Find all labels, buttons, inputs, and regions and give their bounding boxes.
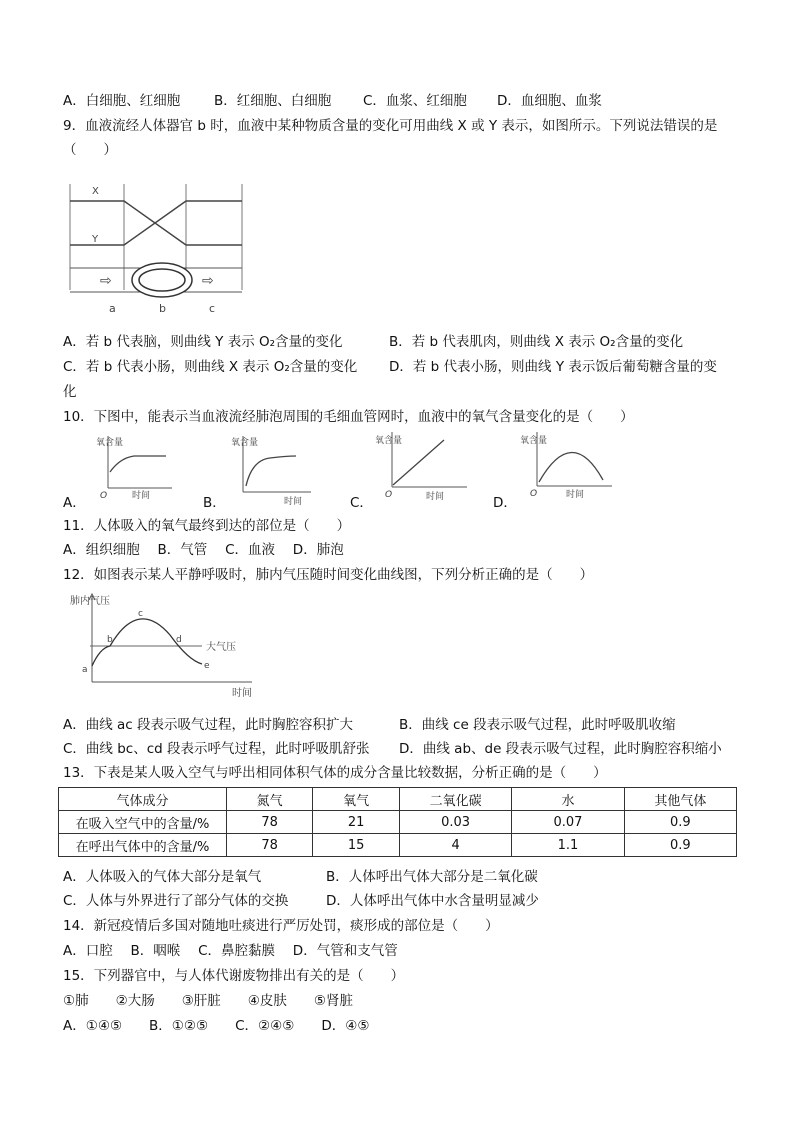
q9-label-a: a bbox=[109, 302, 116, 315]
svg-text:O: O bbox=[385, 490, 393, 500]
q12-stem: 12．如图表示某人平静呼吸时，肺内气压随时间变化曲线图，下列分析正确的是（ ） bbox=[63, 567, 594, 583]
q10-graph-d bbox=[517, 430, 615, 502]
svg-text:氧含量: 氧含量 bbox=[520, 436, 548, 446]
svg-text:a: a bbox=[82, 665, 88, 675]
q11-stem: 11．人体吸入的氧气最终到达的部位是（ ） bbox=[63, 518, 351, 534]
q10-letter-c: C． bbox=[350, 495, 373, 511]
q15-items: ①肺 ②大肠 ③肝脏 ④皮肤 ⑤肾脏 bbox=[63, 993, 354, 1009]
svg-text:氧含量: 氧含量 bbox=[96, 438, 124, 448]
q13-option-c: C．人体与外界进行了部分气体的交换 bbox=[63, 893, 289, 909]
q14-options: A．口腔 B．咽喉 C．鼻腔黏膜 D．气管和支气管 bbox=[63, 943, 398, 959]
q13-stem: 13．下表是某人吸入空气与呼出相同体积气体的成分含量比较数据，分析正确的是（ ） bbox=[63, 765, 607, 781]
q9-arrow-out: ⇨ bbox=[202, 273, 214, 289]
q13-option-a: A．人体吸入的气体大部分是氧气 bbox=[63, 869, 262, 885]
svg-text:时间: 时间 bbox=[232, 688, 252, 699]
q9-option-d: D．若 b 代表小肠，则曲线 Y 表示饭后葡萄糖含量的变 bbox=[389, 359, 717, 375]
q9-option-d-cont: 化 bbox=[63, 384, 77, 400]
q10-graph-b bbox=[226, 434, 316, 506]
q12-option-c: C．曲线 bc、cd 段表示呼气过程，此时呼吸肌舒张 bbox=[63, 741, 370, 757]
q10-graph-c bbox=[372, 430, 470, 502]
svg-text:氧含量: 氧含量 bbox=[375, 436, 403, 446]
svg-text:b: b bbox=[107, 635, 113, 645]
q10-graph-a bbox=[90, 434, 175, 502]
q12-figure bbox=[70, 590, 255, 702]
q10-letter-a: A． bbox=[63, 495, 86, 511]
svg-text:时间: 时间 bbox=[132, 491, 151, 501]
q12-option-a: A．曲线 ac 段表示吸气过程，此时胸腔容积扩大 bbox=[63, 717, 354, 733]
q13-option-d: D．人体呼出气体中水含量明显减少 bbox=[326, 893, 539, 909]
q13-option-b: B．人体呼出气体大部分是二氧化碳 bbox=[326, 869, 538, 885]
q8-option-d: D．血细胞、血浆 bbox=[497, 93, 602, 109]
q15-options: A．①④⑤ B．①②⑤ C．②④⑤ D．④⑤ bbox=[63, 1018, 370, 1034]
q9-figure bbox=[64, 182, 254, 317]
q9-option-a: A．若 b 代表脑，则曲线 Y 表示 O₂含量的变化 bbox=[63, 334, 343, 350]
svg-text:c: c bbox=[138, 609, 143, 619]
q10-letter-b: B． bbox=[203, 495, 226, 511]
q8-option-a: A．白细胞、红细胞 bbox=[63, 93, 181, 109]
svg-text:d: d bbox=[176, 635, 182, 645]
table-header-row: 气体成分 氮气 氧气 二氧化碳 水 其他气体 bbox=[59, 788, 737, 811]
table-row: 在呼出气体中的含量/% 78 15 4 1.1 0.9 bbox=[59, 834, 737, 857]
q9-stem: 9．血液流经人体器官 b 时，血液中某种物质含量的变化可用曲线 X 或 Y 表示，如图所示。下列说法错误的是 bbox=[63, 118, 718, 134]
q11-options: A．组织细胞 B．气管 C．血液 D．肺泡 bbox=[63, 542, 344, 558]
q9-option-c: C．若 b 代表小肠，则曲线 X 表示 O₂含量的变化 bbox=[63, 359, 358, 375]
q10-stem: 10．下图中，能表示当血液流经肺泡周围的毛细血管网时，血液中的氧气含量变化的是（ ） bbox=[63, 409, 634, 425]
q9-label-c: c bbox=[209, 302, 216, 315]
q8-option-c: C．血浆、红细胞 bbox=[363, 93, 467, 109]
svg-text:时间: 时间 bbox=[284, 497, 303, 506]
svg-text:O: O bbox=[530, 489, 538, 499]
q12-option-b: B．曲线 ce 段表示吸气过程，此时呼吸肌收缩 bbox=[399, 717, 676, 733]
table-row: 在吸入空气中的含量/% 78 21 0.03 0.07 0.9 bbox=[59, 811, 737, 834]
q8-option-b: B．红细胞、白细胞 bbox=[214, 93, 332, 109]
q14-stem: 14．新冠疫情后多国对随地吐痰进行严厉处罚，痰形成的部位是（ ） bbox=[63, 918, 499, 934]
q12-ref-line-label: 大气压 bbox=[206, 642, 236, 653]
q15-stem: 15．下列器官中，与人体代谢废物排出有关的是（ ） bbox=[63, 968, 405, 984]
gas-composition-table bbox=[58, 787, 737, 857]
q9-option-b: B．若 b 代表肌肉，则曲线 X 表示 O₂含量的变化 bbox=[389, 334, 684, 350]
svg-text:O: O bbox=[100, 491, 108, 501]
svg-text:时间: 时间 bbox=[566, 490, 585, 500]
svg-text:e: e bbox=[204, 661, 210, 671]
q9-label-b: b bbox=[159, 302, 166, 315]
q9-paren: （ ） bbox=[63, 142, 117, 158]
svg-text:氧含量: 氧含量 bbox=[231, 438, 259, 448]
svg-text:肺内气压: 肺内气压 bbox=[70, 596, 110, 607]
q10-letter-d: D． bbox=[493, 495, 517, 511]
q9-label-x: X bbox=[92, 186, 99, 197]
q9-label-y: Y bbox=[92, 234, 99, 245]
svg-text:时间: 时间 bbox=[426, 492, 445, 502]
q12-option-d: D．曲线 ab、de 段表示吸气过程，此时胸腔容积缩小 bbox=[399, 741, 722, 757]
q9-arrow-in: ⇨ bbox=[100, 273, 112, 289]
